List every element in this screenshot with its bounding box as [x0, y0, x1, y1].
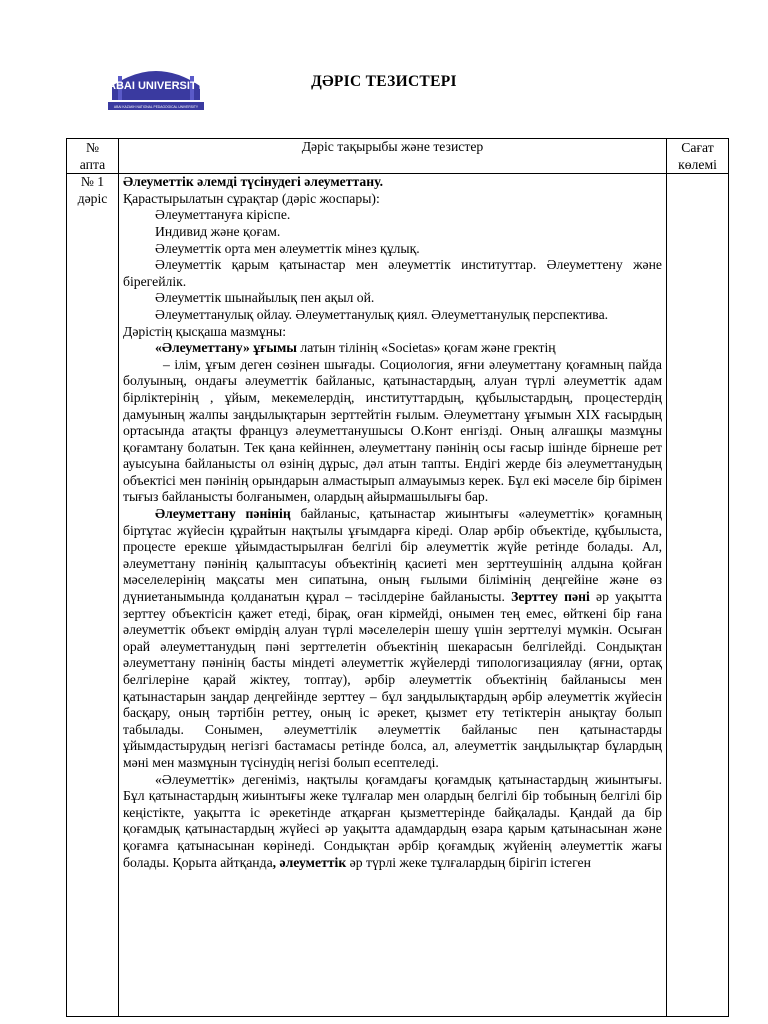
question-item: Әлеуметтік қарым қатынастар мен әлеуметтік институттар. Әлеуметтену және бірегейлік. — [123, 257, 662, 289]
question-item: Әлеуметтік орта мен әлеуметтік мінез құлық. — [155, 240, 420, 256]
header-topic: Дәріс тақырыбы және тезистер — [119, 139, 667, 174]
table-row — [67, 174, 729, 1017]
term-sociology: «Әлеуметтану» ұғымы — [155, 340, 297, 356]
term-research-subject: Зерттеу пәні — [511, 589, 590, 605]
lecture-topic: Әлеуметтік әлемді түсінудегі әлеуметтану. — [123, 174, 383, 190]
question-item: Әлеуметтанулық ойлау. Әлеуметтанулық қиял. Әлеуметтанулық перспектива. — [155, 306, 609, 322]
content-cell — [119, 174, 667, 1017]
header-hours: Сағат көлемі — [667, 139, 729, 174]
table-header-row — [67, 139, 729, 174]
term-social: , әлеуметтік — [272, 854, 347, 870]
week-cell: № 1 дәріс — [67, 174, 119, 1017]
term-subject: Әлеуметтану пәнінің — [155, 506, 291, 522]
document-title: ДӘРІС ТЕЗИСТЕРІ — [311, 73, 457, 90]
question-item: Индивид және қоғам. — [155, 223, 281, 239]
hours-cell — [667, 174, 729, 1017]
question-item: Әлеуметтік шынайылық пен ақыл ой. — [155, 290, 375, 306]
header-week: № апта — [67, 139, 119, 174]
paragraph-3: «Әлеуметтік» дегеніміз, нақтылы қоғамдағы қоғамдық қатынастардың жиынтығы. Бұл қатынастардың жиынтығы жеке тұлғалар мен олардың белгілі бір тобының белгілі бір кеңістікте, уақытта іс әрекетінде атқарған қызметтерінде байқалады. Қандай да бір қоғамдық қатынастардың жүйесі әр уақытта адамдардың өзара қарым қатынасынан және қоғамға қатынасынан көрінеді. Сондықтан әрбір қоғамдық жүйенің әлеуметтік жағы болады. Қорыта айтқанда, әлеуметтік әр түрлі жеке тұлғалардың бірігіп істеген — [123, 771, 662, 870]
lecture-table — [66, 138, 729, 1017]
paragraph-1: «Әлеуметтану» ұғымы латын тілінің «Societas» қоғам және гректің — [155, 340, 556, 356]
logo-text: ABAI UNIVERSITY — [108, 80, 204, 92]
paragraph-1-cont: – ілім, ұғым деген сөзінен шығады. Социология, яғни әлеуметтану қоғамның пайда болуының, ондағы әлеуметтік байланыс, қатынастардың, алуан түрлі әлеуметтік адам бірліктерінің , ұйым, мекемелердің, институттардың, құбылыстардың, процестердің дамуының жалпы заңдылықтарын зерттейтін ғылым. Әлеуметтану ұғымын XIX ғасырдың ортасында атақты француз әлеуметтанушысы О.Конт енгізді. Оның алғашқы мазмұны қоғамтану болатын. Тек қана кейіннен, әлеуметтану пәнінің осы ғасыр ішінде бірнеше рет ауысуына байланысты ол өзінің дұрыс, дәл атын тапты. Ендігі жерде біз әлеуметтанудың объектісі мен пәнінің орындарын алмастырып алмауымыз керек. Бұл екі мәселе бір бірімен тығыз байланысты болғанымен, олардың айырмашылығы бар. — [123, 356, 662, 505]
questions-label: Қарастырылатын сұрақтар (дәріс жоспары): — [123, 190, 380, 206]
logo-subtext: ABAI KAZAKH NATIONAL PEDAGOGICAL UNIVERSITY — [113, 105, 199, 109]
summary-label: Дәрістің қысқаша мазмұны: — [123, 323, 287, 339]
question-item: Әлеуметтануға кіріспе. — [155, 207, 291, 223]
paragraph-2: Әлеуметтану пәнінің байланыс, қатынастар жиынтығы «әлеуметтік» қоғамның біртұтас жүйесін құрайтын нақтылы ұғымдарға кіреді. Олар әрбір объектіде, құбылыста, процесте ерекше ұйымдастырылған белгілі бір әлеуметтік жүйе ретінде болады. Ал, әлеуметтану пәнінің қалыптасуы объектінің қасиеті мен зерттеушінің алдына қойған мәселелерінің мақсаты мен сипатына, оның ғылыми білімінің деңгейіне және өз дүниетанымында қолданатын құрал – тәсілдеріне байланысты. Зерттеу пәні әр уақытта зерттеу объектісін қажет етеді, бірақ, оған кірмейді, онымен тең емес, өйткені бір ғана әлеуметтік объект өмірдің алуан түрлі мәселелерін шешу үшін зерттелуі мүмкін. Осыған орай әлеуметтанудың пәні зерттелетін объектінің шекарасын белгілейді. Сондықтан әлеуметтану пәнінің басты міндеті әлеуметтік жүйелерді типологизациялау (яғни, ортақ белгілеріне қарай жіктеу, топтау), әрбір әлеуметтік объектінің байланысы мен қатынастарын заңдар деңгейінде зерттеу – бұл заңдылықтардың әрбір әлеуметтік жүйесін басқару, оның тәртібін реттеу, оның іс әрекет, қызмет ету тетіктерін анықтау болып табылады. Сонымен, әлеуметтілік әлеуметтік байланыс пен қатынастарды ұйымдастырудың негізгі бастамасы ретінде болса, ал, әлеуметтік заңдылықтар бұлардың мәні мен мазмұнын түсінудің негізі болып есептеледі. — [123, 506, 662, 770]
